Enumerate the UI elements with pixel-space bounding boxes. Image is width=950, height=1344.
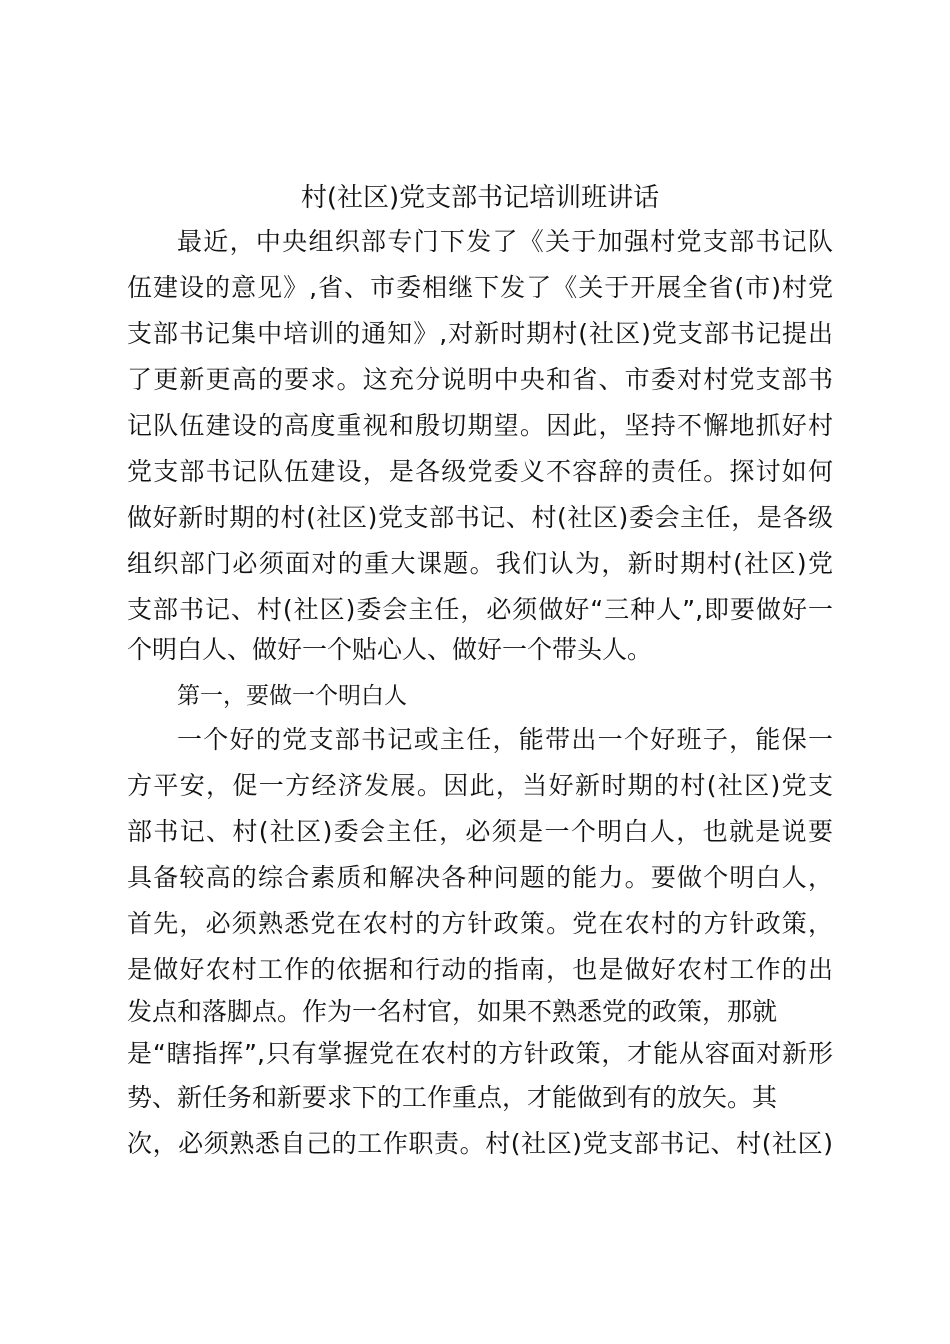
paragraph-line: 部书记、村(社区)委会主任，必须是一个明白人，也就是说要 xyxy=(127,817,833,846)
section-heading: 第一，要做一个明白人 xyxy=(177,683,407,709)
paragraph-line: 做好新时期的村(社区)党支部书记、村(社区)委会主任，是各级 xyxy=(127,503,833,532)
paragraph-line: 具备较高的综合素质和解决各种问题的能力。要做个明白人， xyxy=(127,863,833,892)
paragraph-line: 是做好农村工作的依据和行动的指南，也是做好农村工作的出 xyxy=(127,955,833,984)
paragraph-line: 一个好的党支部书记或主任，能带出一个好班子，能保一 xyxy=(177,725,833,754)
paragraph-line: 个明白人、做好一个贴心人、做好一个带头人。 xyxy=(127,635,653,664)
paragraph-line: 了更新更高的要求。这充分说明中央和省、市委对村党支部书 xyxy=(127,365,833,394)
paragraph-line: 记队伍建设的高度重视和殷切期望。因此，坚持不懈地抓好村 xyxy=(127,411,833,440)
paragraph-line: 次，必须熟悉自己的工作职责。村(社区)党支部书记、村(社区) xyxy=(127,1129,833,1158)
paragraph-line: 支部书记、村(社区)委会主任，必须做好“三种人”,即要做好一 xyxy=(127,595,833,624)
paragraph-line: 组织部门必须面对的重大课题。我们认为，新时期村(社区)党 xyxy=(127,549,833,578)
paragraph-line: 势、新任务和新要求下的工作重点，才能做到有的放矢。其 xyxy=(127,1083,778,1112)
paragraph-line: 方平安，促一方经济发展。因此，当好新时期的村(社区)党支 xyxy=(127,771,833,800)
paragraph-line: 伍建设的意见》,省、市委相继下发了《关于开展全省(市)村党 xyxy=(127,273,833,302)
document-title: 村(社区)党支部书记培训班讲话 xyxy=(300,183,660,213)
paragraph-line: 发点和落脚点。作为一名村官，如果不熟悉党的政策，那就 xyxy=(127,997,778,1026)
paragraph-line: 党支部书记队伍建设，是各级党委义不容辞的责任。探讨如何 xyxy=(127,457,833,486)
paragraph-line: 是“瞎指挥”,只有掌握党在农村的方针政策，才能从容面对新形 xyxy=(127,1039,833,1068)
paragraph-line: 最近，中央组织部专门下发了《关于加强村党支部书记队 xyxy=(177,227,833,256)
paragraph-line: 首先，必须熟悉党在农村的方针政策。党在农村的方针政策， xyxy=(127,909,833,938)
paragraph-line: 支部书记集中培训的通知》,对新时期村(社区)党支部书记提出 xyxy=(127,319,833,348)
